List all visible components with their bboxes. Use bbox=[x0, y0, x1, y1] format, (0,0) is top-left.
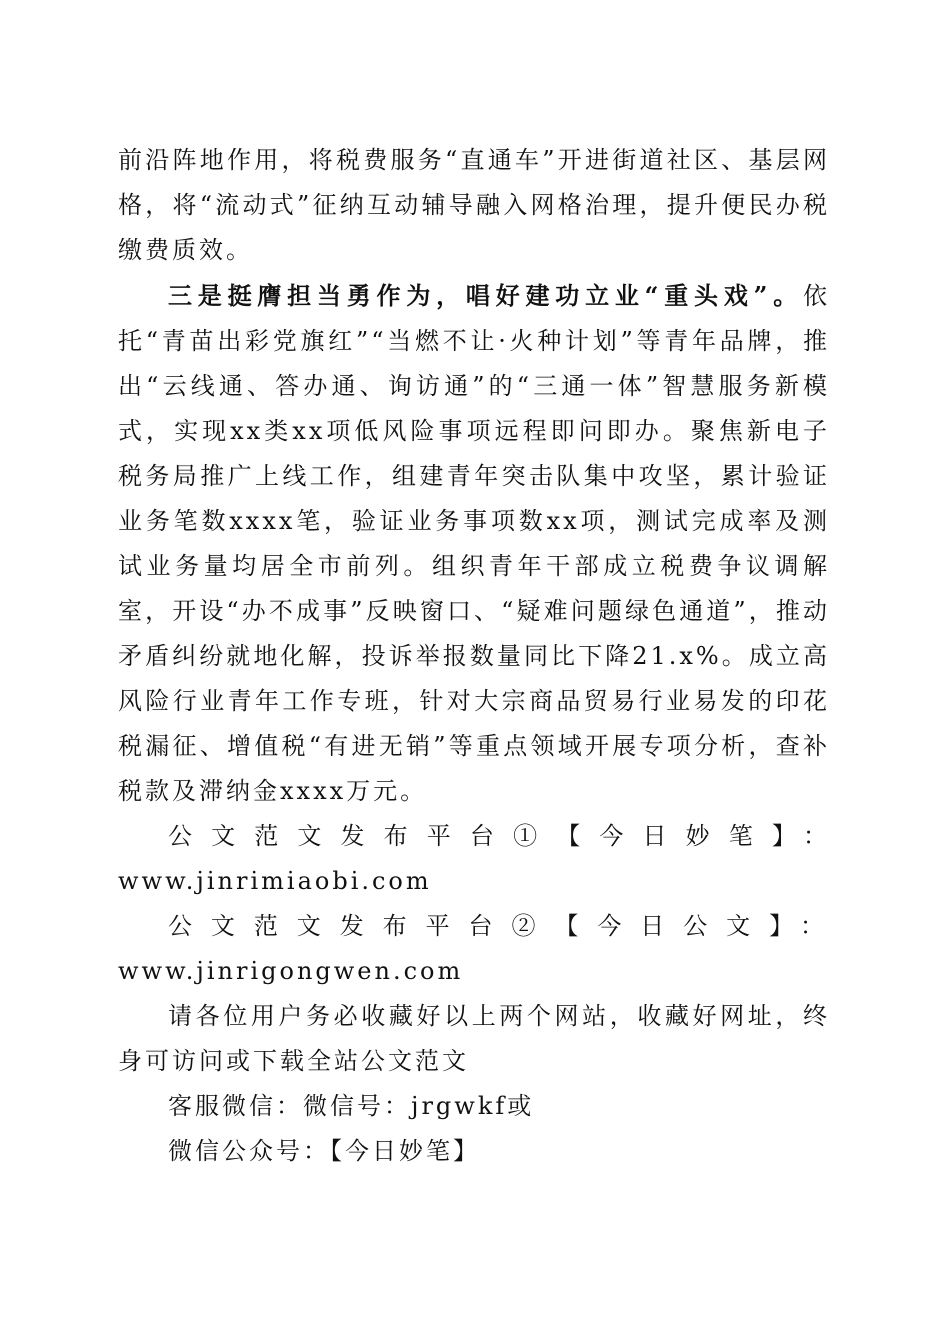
section-three-body: 依托“青苗出彩党旗红”“当燃不让·火种计划”等青年品牌，推出“云线通、答办通、询访通”的“三通一体”智慧服务新模式，实现xx类xx项低风险事项远程即问即办。聚焦新电子税务局推广上线工作，组建青年突击队集中攻坚，累计验证业务笔数xxxx笔，验证业务事项数xx项，测试完成率及测试业务量均居全市前列。组织青年干部成立税费争议调解室，开设“办不成事”反映窗口、“疑难问题绿色通道”，推动矛盾纠纷就地化解，投诉举报数量同比下降21.x%。成立高风险行业青年工作专班，针对大宗商品贸易行业易发的印花税漏征、增值税“有进无销”等重点领域开展专项分析，查补税款及滞纳金xxxx万元。 bbox=[118, 282, 830, 805]
platform-two-url: www.jinrigongwen.com bbox=[118, 957, 464, 985]
bookmark-notice: 请各位用户务必收藏好以上两个网站，收藏好网址，终身可访问或下载全站公文范文 bbox=[118, 1002, 830, 1075]
wechat-official-account: 微信公众号：【今日妙笔】 bbox=[168, 1137, 480, 1165]
paragraph-tax-service: 前沿阵地作用，将税费服务“直通车”开进街道社区、基层网格，将“流动式”征纳互动辅导融入网格治理，提升便民办税缴费质效。 bbox=[118, 146, 830, 264]
document-page bbox=[118, 138, 830, 1174]
paragraph-section-three bbox=[118, 273, 830, 814]
customer-service-wechat: 客服微信：微信号：jrgwkf或 bbox=[168, 1092, 535, 1120]
platform-two-line: 公文范文发布平台②【今日公文】： bbox=[168, 912, 830, 940]
platform-one-line: 公文范文发布平台①【今日妙笔】：www.jinrimiaobi.com bbox=[118, 822, 830, 895]
section-three-heading: 三是挺膺担当勇作为，唱好建功立业“重头戏”。 bbox=[168, 281, 803, 310]
